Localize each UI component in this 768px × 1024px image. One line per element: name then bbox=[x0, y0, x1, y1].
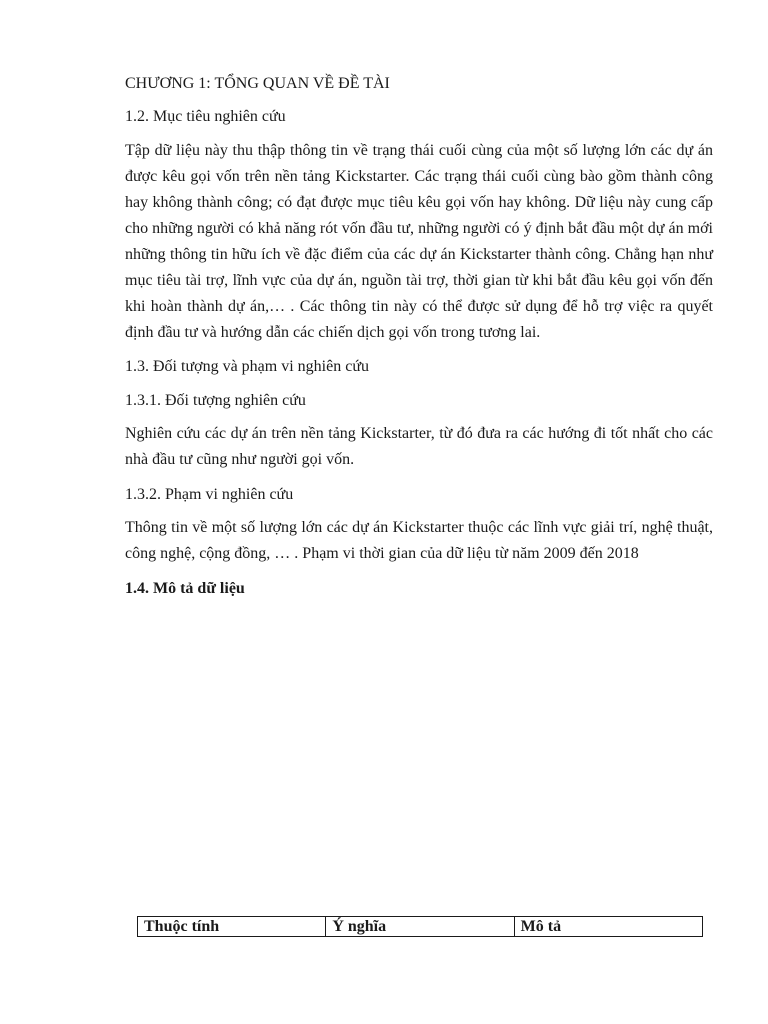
section-heading-1-3: 1.3. Đối tượng và phạm vi nghiên cứu bbox=[125, 358, 369, 375]
table-header-meaning: Ý nghĩa bbox=[326, 917, 514, 937]
section-heading-1-4: 1.4. Mô tả dữ liệu bbox=[125, 580, 245, 597]
section-paragraph-1-3-1: Nghiên cứu các dự án trên nền tảng Kickstarter, từ đó đưa ra các hướng đi tốt nhất cho các nhà đầu tư cũng như người gọi vốn. bbox=[125, 425, 713, 468]
section-paragraph-1-3-2: Thông tin về một số lượng lớn các dự án Kickstarter thuộc các lĩnh vực giải trí, nghệ thuật, công nghệ, cộng đồng, … . Phạm vi thời gian của dữ liệu từ năm 2009 đến 2018 bbox=[125, 519, 713, 562]
table-header-row bbox=[138, 917, 703, 937]
chapter-title: CHƯƠNG 1: TỔNG QUAN VỀ ĐỀ TÀI bbox=[125, 75, 390, 92]
section-heading-1-3-1: 1.3.1. Đối tượng nghiên cứu bbox=[125, 392, 306, 409]
section-heading-1-2: 1.2. Mục tiêu nghiên cứu bbox=[125, 108, 286, 125]
section-heading-1-3-2: 1.3.2. Phạm vi nghiên cứu bbox=[125, 486, 294, 503]
table-header-attribute: Thuộc tính bbox=[138, 917, 326, 937]
table-header-description: Mô tả bbox=[514, 917, 702, 937]
data-description-table bbox=[137, 916, 703, 937]
section-paragraph-1-2: Tập dữ liệu này thu thập thông tin về trạng thái cuối cùng của một số lượng lớn các dự án được kêu gọi vốn trên nền tảng Kickstarter. Các trạng thái cuối cùng bào gồm thành công hay không thành công; có đạt được mục tiêu kêu gọi vốn hay không. Dữ liệu này cung cấp cho những người có khả năng rót vốn đầu tư, những người có ý định bắt đầu một dự án mới những thông tin hữu ích về đặc điểm của các dự án Kickstarter thành công. Chẳng hạn như mục tiêu tài trợ, lĩnh vực của dự án, nguồn tài trợ, thời gian từ khi bắt đầu kêu gọi vốn đến khi hoàn thành dự án,… . Các thông tin này có thể được sử dụng để hỗ trợ việc ra quyết định đầu tư và hướng dẫn các chiến dịch gọi vốn trong tương lai. bbox=[125, 142, 713, 341]
